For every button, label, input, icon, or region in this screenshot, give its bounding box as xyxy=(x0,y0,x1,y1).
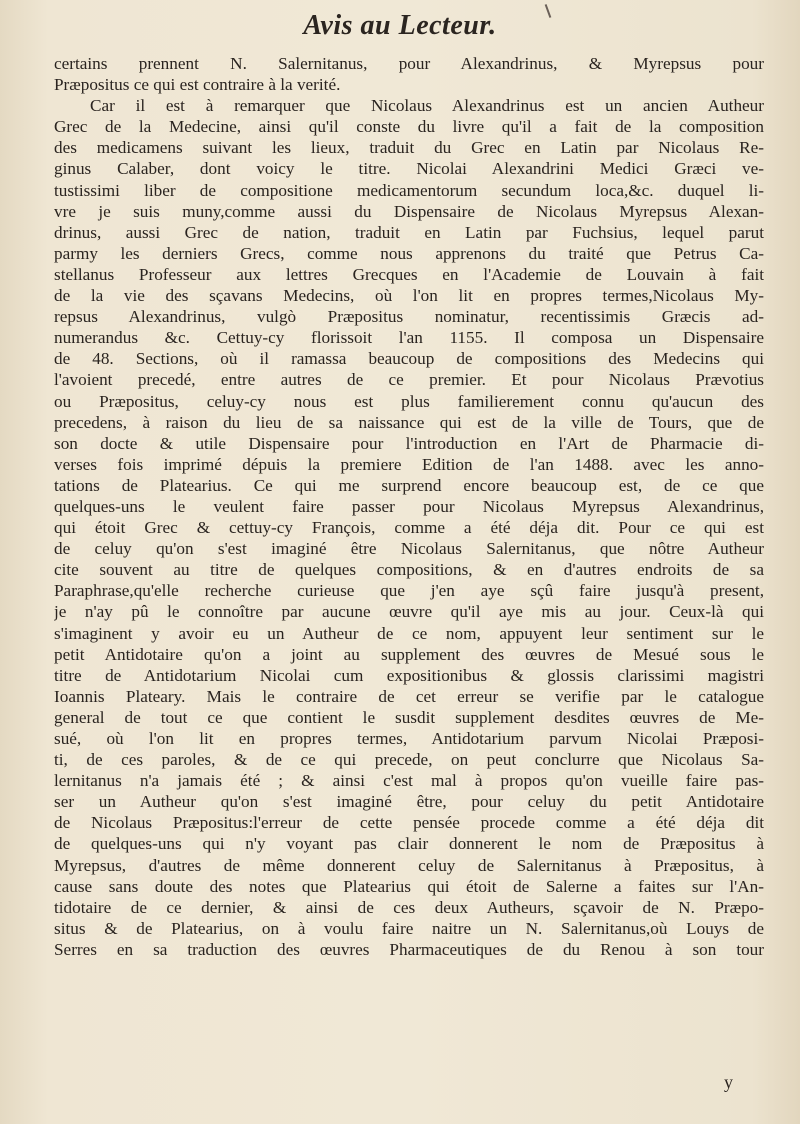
text-line: tidotaire de ce dernier, & ainsi de ces deux Autheurs, sçavoir de N. Præpo- xyxy=(54,897,764,917)
text-line: ser un Autheur qu'on s'est imaginé être, pour celuy du petit Antidotaire xyxy=(54,792,764,812)
text-line: de quelques-uns qui n'y voyant pas clair donnerent le nom de Præpositus à xyxy=(54,834,764,854)
text-line: certains prennent N. Salernitanus, pour Alexandrinus, & Myrepsus pour xyxy=(54,54,764,73)
text-line: cause sans doute des notes que Platearius qui étoit de Salerne a faites sur l'An- xyxy=(54,876,764,896)
text-line: des medicamens suivant les lieux, traduit du Grec en Latin par Nicolaus Re- xyxy=(54,138,764,158)
text-line: s'imaginent y avoir eu un Autheur de ce nom, appuyent leur sentiment sur le xyxy=(54,623,764,643)
text-line: Ioannis Plateary. Mais le contraire de cet erreur se verifie par le catalogue xyxy=(54,686,764,706)
text-line: de la vie des sçavans Medecins, où l'on lit en propres termes,Nicolaus My- xyxy=(54,286,764,306)
text-line: numerandus &c. Cettuy-cy florissoit l'an 1155. Il composa un Dispensaire xyxy=(54,328,764,348)
text-line: de celuy qu'on s'est imaginé être Nicolaus Salernitanus, que nôtre Autheur xyxy=(54,539,764,559)
text-line: Car il est à remarquer que Nicolaus Alexandrinus est un ancien Autheur xyxy=(90,96,764,116)
text-line: general de tout ce que contient le susdit supplement desdites œuvres de Me- xyxy=(54,707,764,727)
text-line: ginus Calaber, dont voicy le titre. Nicolai Alexandrini Medici Græci ve- xyxy=(54,159,764,179)
text-line: de Nicolaus Præpositus:l'erreur de cette pensée procede comme a été déja dit xyxy=(54,813,764,833)
text-line: stellanus Professeur aux lettres Grecques en l'Academie de Louvain à fait xyxy=(54,264,764,284)
text-line: Grec de la Medecine, ainsi qu'il conste du livre qu'il a fait de la composition xyxy=(54,117,764,137)
text-line: vre je suis muny,comme aussi du Dispensaire de Nicolaus Myrepsus Alexan- xyxy=(54,201,764,221)
text-line: parmy les derniers Grecs, comme nous apprenons du traité que Petrus Ca- xyxy=(54,243,764,263)
text-line: ou Præpositus, celuy-cy nous est plus familierement connu qu'aucun des xyxy=(54,391,764,411)
text-line: verses fois imprimé dépuis la premiere Edition de l'an 1488. avec les anno- xyxy=(54,454,764,474)
text-line: tations de Platearius. Ce qui me surprend encore beaucoup est, de ce que xyxy=(54,475,764,495)
text-line: cite souvent au titre de quelques compositions, & en d'autres endroits de sa xyxy=(54,560,764,580)
text-line: Paraphrase,qu'elle recherche curieuse que j'en aye sçû faire jusqu'à present, xyxy=(54,581,764,601)
text-line: son docte & utile Dispensaire pour l'introduction en l'Art de Pharmacie di- xyxy=(54,433,764,453)
text-line: Myrepsus, d'autres de même donnerent celuy de Salernitanus à Præpositus, à xyxy=(54,855,764,875)
text-line: qui étoit Grec & cettuy-cy François, comme a été déja dit. Pour ce qui est xyxy=(54,518,764,538)
text-line: Serres en sa traduction des œuvres Pharmaceutiques de du Renou à son tour xyxy=(54,939,764,959)
catchword: y xyxy=(724,1072,733,1092)
body-text xyxy=(54,53,764,960)
text-line: precedens, à raison du lieu de sa naissance qui est de la ville de Tours, que de xyxy=(54,412,764,432)
page-header: Avis au Lecteur. xyxy=(303,10,497,41)
text-line: ti, de ces paroles, & de ce qui precede, on peut conclurre que Nicolaus Sa- xyxy=(54,750,764,770)
text-line: repsus Alexandrinus, vulgò Præpositus nominatur, recentissimis Græcis ad- xyxy=(54,307,764,327)
text-line: l'avoient precedé, entre autres de ce premier. Et pour Nicolaus Prævotius xyxy=(54,370,764,390)
text-line: situs & de Platearius, on à voulu faire naitre un N. Salernitanus,où Louys de xyxy=(54,918,764,938)
text-line: sué, où l'on lit en propres termes, Antidotarium parvum Nicolai Præposi- xyxy=(54,729,764,748)
text-line: lernitanus n'a jamais été ; & ainsi c'est mal à propos qu'on vueille faire pas- xyxy=(54,771,764,791)
text-line: Præpositus ce qui est contraire à la verité. xyxy=(54,75,341,95)
text-line: quelques-uns le veulent faire passer pour Nicolaus Myrepsus Alexandrinus, xyxy=(54,496,764,516)
text-line: je n'ay pû le connoître par aucune œuvre qu'il aye mis au jour. Ceux-là qui xyxy=(54,602,764,622)
text-line: de 48. Sections, où il ramassa beaucoup de compositions des Medecins qui xyxy=(54,349,764,369)
text-line: tustissimi liber de compositione medicamentorum secundum loca,&c. duquel li- xyxy=(54,180,764,200)
text-line: drinus, aussi Grec de nation, traduit en Latin par Fuchsius, lequel parut xyxy=(54,222,764,242)
text-line: petit Antidotaire qu'on a joint au supplement des œuvres de Mesué sous le xyxy=(54,644,764,664)
text-line: titre de Antidotarium Nicolai cum expositionibus & glossis clarissimi magistri xyxy=(54,665,764,685)
